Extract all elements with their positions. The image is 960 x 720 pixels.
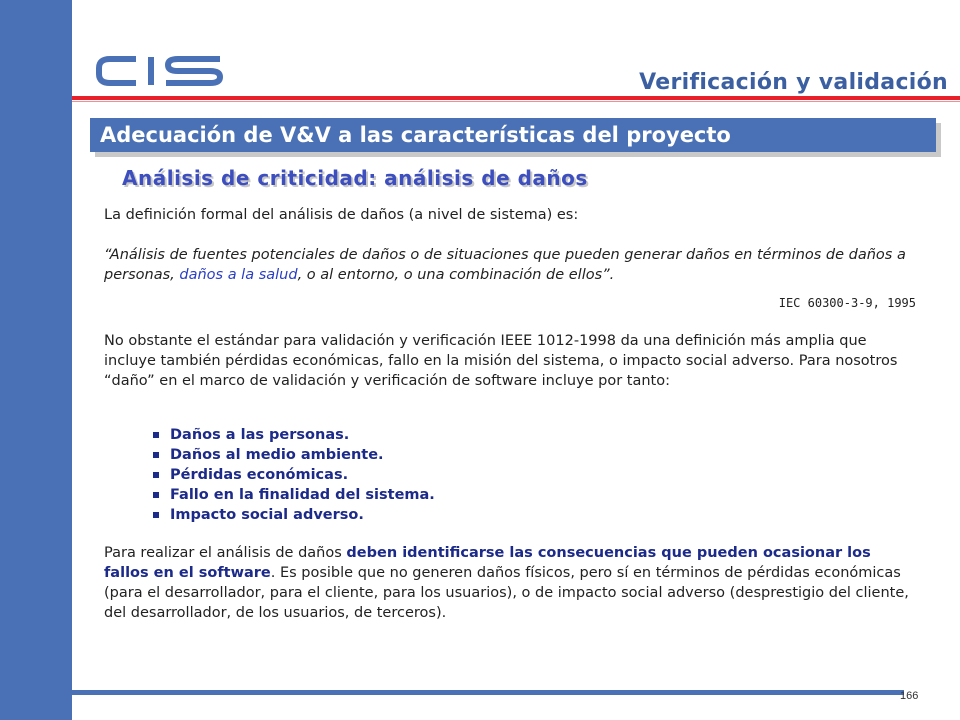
- bullet-square-icon: [153, 492, 159, 498]
- left-sidebar-bar: [0, 0, 72, 720]
- analysis-text-1: Para realizar el análisis de daños: [104, 545, 347, 561]
- page-number: 166: [900, 690, 919, 702]
- definition-quote: [104, 245, 916, 285]
- page-header-title: Verificación y validación: [639, 70, 948, 95]
- list-item: Daños al medio ambiente.: [150, 445, 916, 465]
- list-item: Fallo en la finalidad del sistema.: [150, 485, 916, 505]
- footer-bar: [72, 690, 904, 695]
- analysis-paragraph: [104, 543, 916, 623]
- bullet-square-icon: [153, 452, 159, 458]
- quote-text-2: , o al entorno, o una combinación de ellos”.: [297, 267, 615, 283]
- analysis-text-2: . Es posible que no generen daños físicos, pero sí en términos de pérdidas económicas (para el desarrollador, para el cliente, para los usuarios), o de impacto social adverso (desprestigio del cliente, del desarrollador, de los usuarios, de terceros).: [104, 565, 909, 621]
- bullet-square-icon: [153, 472, 159, 478]
- damage-types-list: [104, 425, 916, 525]
- slide-content: [104, 205, 916, 623]
- quote-text-1: “Análisis de fuentes potenciales de daños o de situaciones que pueden generar daños en términos de daños a personas,: [104, 247, 906, 283]
- header-divider: [72, 96, 960, 100]
- analysis-emphasis: deben identificarse las consecuencias que pueden ocasionar los fallos en el software: [104, 545, 871, 581]
- list-item: Impacto social adverso.: [150, 505, 916, 525]
- quote-highlight: daños a la salud: [179, 267, 298, 283]
- header-divider-thin: [72, 101, 960, 102]
- section-banner: Adecuación de V&V a las características del proyecto: [90, 118, 936, 152]
- list-item: Daños a las personas.: [150, 425, 916, 445]
- ieee-paragraph: No obstante el estándar para validación y verificación IEEE 1012-1998 da una definición más amplia que incluye también pérdidas económicas, fallo en la misión del sistema, o impacto social adverso. Para nosotros “daño” en el marco de validación y verificación de software incluye por tanto:: [104, 333, 898, 389]
- bullet-square-icon: [153, 512, 159, 518]
- section-subheading: Análisis de criticidad: análisis de daños: [122, 166, 588, 190]
- cis-logo: [96, 54, 224, 88]
- list-item: Pérdidas económicas.: [150, 465, 916, 485]
- intro-paragraph: La definición formal del análisis de daños (a nivel de sistema) es:: [104, 207, 579, 223]
- standard-reference: IEC 60300-3-9, 1995: [778, 296, 916, 310]
- bullet-square-icon: [153, 432, 159, 438]
